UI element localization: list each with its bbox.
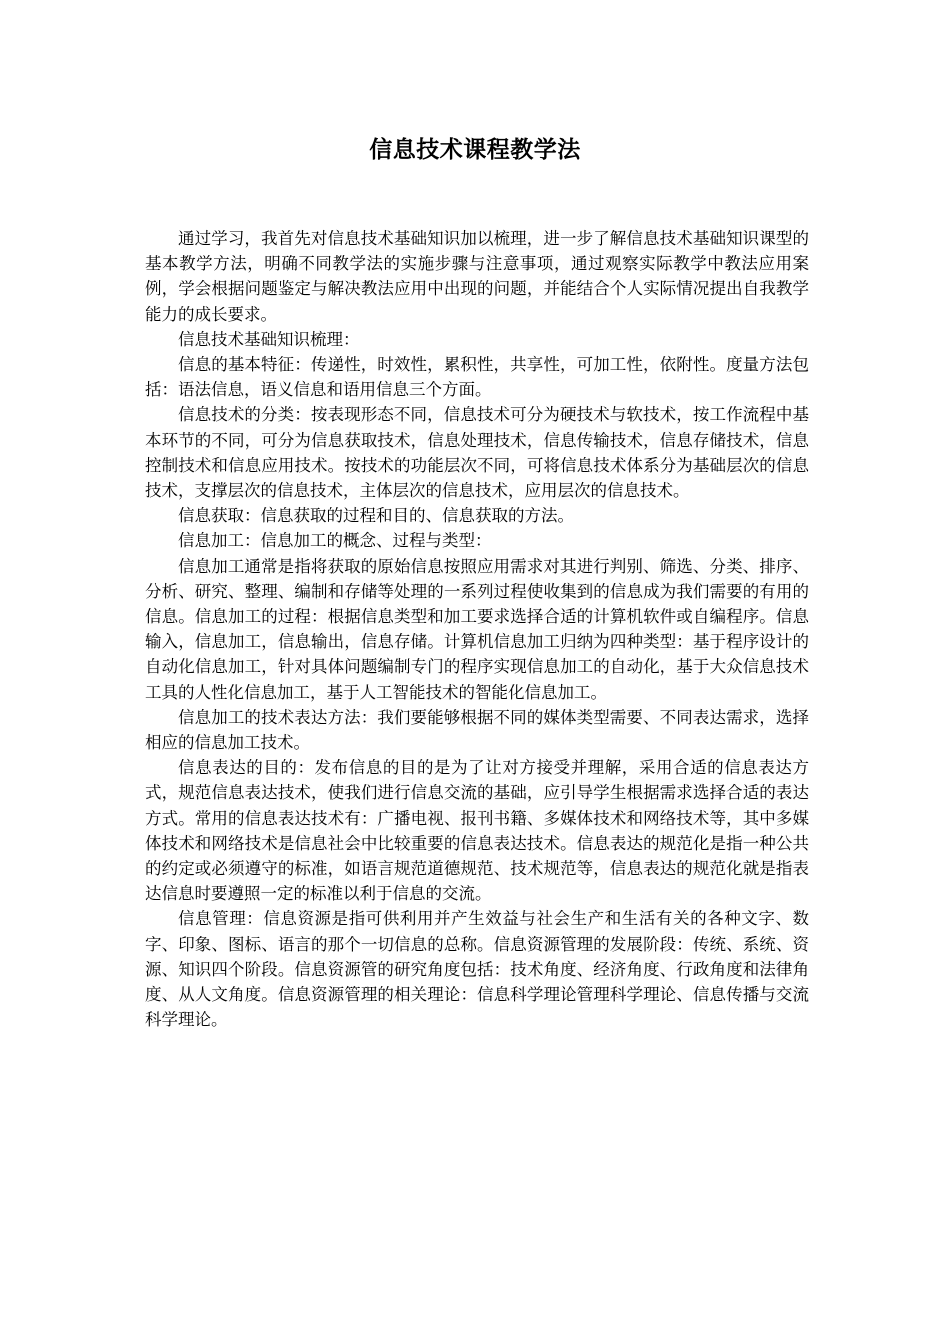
document-title: 信息技术课程教学法 [369, 137, 581, 163]
paragraph-info-processing-heading: 信息加工：信息加工的概念、过程与类型： [178, 531, 492, 551]
paragraph-intro: 通过学习，我首先对信息技术基础知识加以梳理，进一步了解信息技术基础知识课型的基本教学方法，明确不同教学法的实施步骤与注意事项，通过观察实际教学中教法应用案例，学会根据问题鉴定与解决教法应用中出现的问题，并能结合个人实际情况提出自我教学能力的成长要求。 [145, 229, 809, 324]
paragraph-info-expression: 信息表达的目的：发布信息的目的是为了让对方接受并理解，采用合适的信息表达方式，规范信息表达技术，使我们进行信息交流的基础，应引导学生根据需求选择合适的表达方式。常用的信息表达技术有：广播电视、报刊书籍、多媒体技术和网络技术等，其中多媒体技术和网络技术是信息社会中比较重要的信息表达技术。信息表达的规范化是指一种公共的约定或必须遵守的标准，如语言规范道德规范、技术规范等，信息表达的规范化就是指表达信息时要遵照一定的标准以利于信息的交流。 [145, 758, 809, 904]
document-body [145, 226, 809, 1033]
paragraph-info-features: 信息的基本特征：传递性，时效性，累积性，共享性，可加工性，依附性。度量方法包括：语法信息，语义信息和语用信息三个方面。 [145, 355, 809, 400]
paragraph-info-processing: 信息加工通常是指将获取的原始信息按照应用需求对其进行判别、筛选、分类、排序、分析、研究、整理、编制和存储等处理的一系列过程使收集到的信息成为我们需要的有用的信息。信息加工的过程：根据信息类型和加工要求选择合适的计算机软件或自编程序。信息输入，信息加工，信息输出，信息存储。计算机信息加工归纳为四种类型：基于程序设计的自动化信息加工，针对具体问题编制专门的程序实现信息加工的自动化，基于大众信息技术工具的人性化信息加工，基于人工智能技术的智能化信息加工。 [145, 556, 809, 702]
paragraph-processing-expression: 信息加工的技术表达方法：我们要能够根据不同的媒体类型需要、不同表达需求，选择相应的信息加工技术。 [145, 707, 809, 753]
paragraph-info-acquisition: 信息获取：信息获取的过程和目的、信息获取的方法。 [178, 506, 574, 526]
paragraph-tech-classification: 信息技术的分类：按表现形态不同，信息技术可分为硬技术与软技术，按工作流程中基本环节的不同，可分为信息获取技术，信息处理技术，信息传输技术，信息存储技术，信息控制技术和信息应用技术。按技术的功能层次不同，可将信息技术体系分为基础层次的信息技术，支撑层次的信息技术，主体层次的信息技术，应用层次的信息技术。 [145, 405, 809, 501]
paragraph-basics-heading: 信息技术基础知识梳理： [178, 329, 360, 349]
paragraph-info-management: 信息管理：信息资源是指可供利用并产生效益与社会生产和生活有关的各种文字、数字、印象、图标、语言的那个一切信息的总称。信息资源管理的发展阶段：传统、系统、资源、知识四个阶段。信息资源管的研究角度包括：技术角度、经济角度、行政角度和法律角度、从人文角度。信息资源管理的相关理论：信息科学理论管理科学理论、信息传播与交流科学理论。 [145, 909, 809, 1030]
